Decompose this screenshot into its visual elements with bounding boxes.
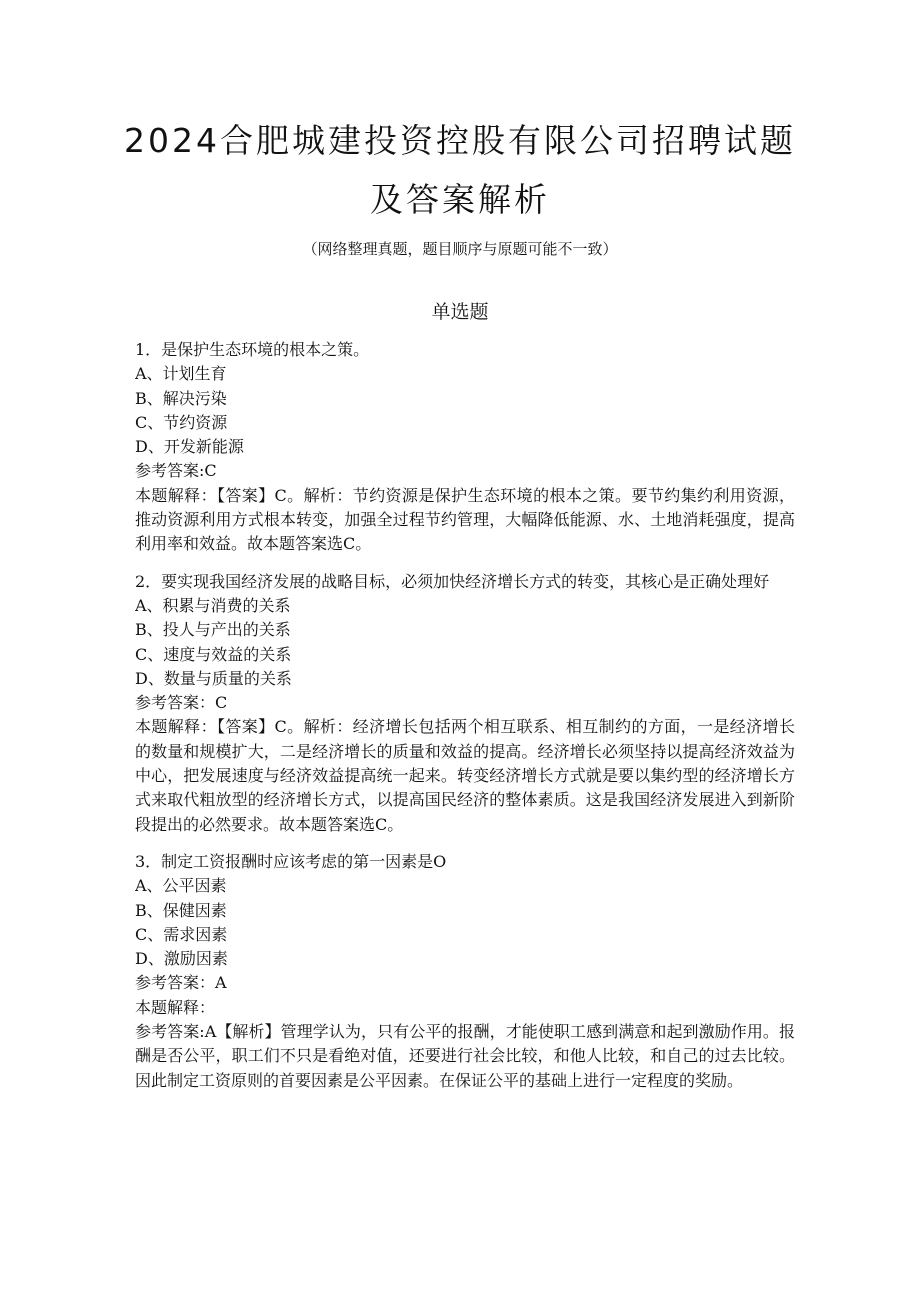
- option-d: D、激励因素: [135, 949, 228, 969]
- option-c: C、需求因素: [135, 924, 228, 944]
- option-c: C、速度与效益的关系: [135, 644, 292, 664]
- reference-answer: 参考答案：C: [135, 693, 228, 713]
- question-stem: 3．制定工资报酬时应该考虑的第一因素是O: [135, 851, 447, 871]
- reference-answer: 参考答案：A: [135, 973, 227, 993]
- explanation-label: 本题解释：: [135, 997, 216, 1017]
- option-a: A、积累与消费的关系: [135, 595, 291, 615]
- question-stem: 2．要实现我国经济发展的战略目标，必须加快经济增长方式的转变，其核心是正确处理好: [135, 571, 770, 591]
- option-c: C、节约资源: [135, 412, 228, 432]
- explanation-label: 本题解释：: [135, 717, 217, 737]
- explanation-label: 本题解释：: [135, 485, 217, 505]
- option-b: B、解决污染: [135, 388, 227, 408]
- explanation: [135, 715, 795, 836]
- option-d: D、开发新能源: [135, 437, 244, 457]
- explanation-text: 【答案】C。解析：经济增长包括两个相互联系、相互制约的方面，一是经济增长的数量和规模扩大，二是经济增长的质量和效益的提高。经济增长必须坚持以提高经济效益为中心，把发展速度与经济效益提高统一起来。转变经济增长方式就是要以集约型的经济增长方式来取代粗放型的经济增长方式，以提高国民经济的整体素质。这是我国经济发展进入到新阶段提出的必然要求。故本题答案选C。: [135, 717, 795, 834]
- option-d: D、数量与质量的关系: [135, 668, 292, 688]
- reference-answer: 参考答案:C: [135, 461, 217, 481]
- question-1: [135, 338, 795, 557]
- section-heading: 单选题: [431, 301, 489, 323]
- question-list: [135, 338, 795, 1106]
- option-a: A、公平因素: [135, 876, 227, 896]
- explanation: [135, 484, 795, 557]
- question-stem: 1．是保护生态环境的根本之策。: [135, 340, 370, 359]
- option-b: B、投人与产出的关系: [135, 620, 291, 640]
- question-2: [135, 570, 795, 837]
- question-3: [135, 850, 795, 1093]
- document-title-line-2: 及答案解析: [370, 180, 550, 219]
- option-b: B、保健因素: [135, 900, 227, 920]
- option-a: A、计划生育: [135, 364, 227, 384]
- explanation-text: 【答案】C。解析：节约资源是保护生态环境的根本之策。要节约集约利用资源，推动资源利用方式根本转变，加强全过程节约管理，大幅降低能源、水、土地消耗强度，提高利用率和效益。故本题答案选C。: [135, 485, 795, 554]
- explanation-text: 参考答案:A【解析】管理学认为，只有公平的报酬，才能使职工感到满意和起到激励作用。报酬是否公平，职工们不只是看绝对值，还要进行社会比较，和他人比较，和自己的过去比较。因此制定工资原则的首要因素是公平因素。在保证公平的基础上进行一定程度的奖励。: [135, 1022, 795, 1090]
- document-title-line-1: 2024合肥城建投资控股有限公司招聘试题: [124, 121, 796, 160]
- document-subtitle: （网络整理真题，题目顺序与原题可能不一致）: [302, 240, 618, 258]
